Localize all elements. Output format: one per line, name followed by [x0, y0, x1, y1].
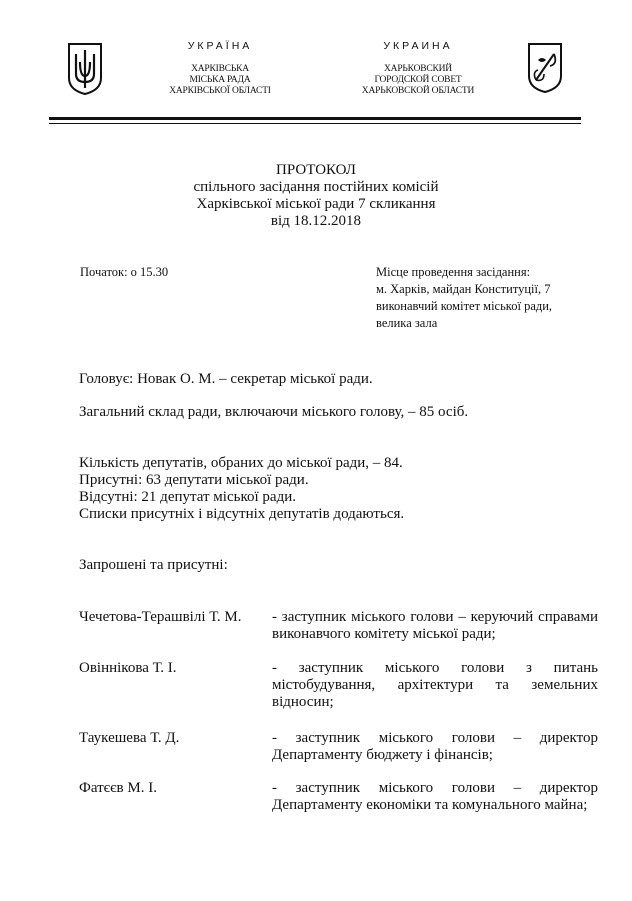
venue-line4: велика зала: [376, 316, 438, 330]
header-rule-thin: [49, 123, 581, 124]
present-count-line: Присутні: 63 депутати міської ради.: [79, 472, 309, 488]
council-name-ua-line2: МІСЬКА РАДА: [189, 75, 251, 85]
attendee-role-line3: відносин;: [272, 694, 334, 710]
council-total-line: Загальний склад ради, включаючи міського голову, – 85 осіб.: [79, 404, 469, 420]
document-subtitle-line2: спільного засідання постійних комісій: [193, 179, 439, 195]
venue-line1: Місце проведення засідання:: [376, 265, 531, 279]
attendee-name: Фатєєв М. І.: [79, 780, 157, 796]
attendee-role-line2: містобудування, архітектури та земельних: [272, 677, 598, 693]
country-name-ru: УКРАИНА: [383, 40, 453, 52]
council-name-ru-line3: ХАРЬКОВСКОЙ ОБЛАСТИ: [361, 86, 475, 96]
attendee-role: [272, 660, 598, 711]
attendee-role-line2: Департаменту бюджету і фінансів;: [272, 747, 493, 763]
document-date: від 18.12.2018: [270, 213, 362, 229]
council-name-ua-line3: ХАРКІВСЬКОЇ ОБЛАСТІ: [169, 86, 271, 96]
attendee-role: [272, 609, 598, 643]
chair-line: Головує: Новак О. М. – секретар міської ради.: [79, 371, 373, 387]
attendee-role-line2: виконавчого комітету міської ради;: [272, 626, 496, 642]
council-name-ua: [150, 64, 290, 97]
country-name-ua: УКРАЇНА: [187, 40, 253, 52]
council-name-ru: [348, 64, 488, 97]
council-name-ru-line1: ХАРЬКОВСКИЙ: [384, 64, 452, 74]
venue: [376, 264, 596, 332]
invited-heading: Запрошені та присутні:: [79, 557, 228, 573]
trident-coat-of-arms-icon: [66, 42, 104, 96]
document-title-line1: ПРОТОКОЛ: [276, 162, 356, 178]
attendee-role-line1: - заступник міського голови з питань: [272, 660, 598, 676]
attendee-role-line2: Департаменту економіки та комунального майна;: [272, 797, 588, 813]
venue-line3: виконавчий комітет міської ради,: [376, 299, 553, 313]
lists-attached-line: Списки присутніх і відсутніх депутатів додаються.: [79, 506, 405, 522]
council-name-ua-line1: ХАРКІВСЬКА: [191, 64, 249, 74]
attendee-name: Овіннікова Т. І.: [79, 660, 177, 676]
absent-count-line: Відсутні: 21 депутат міської ради.: [79, 489, 296, 505]
document-subtitle-line3: Харківської міської ради 7 скликання: [196, 196, 436, 212]
start-time: Початок: о 15.30: [80, 265, 169, 279]
venue-line2: м. Харків, майдан Конституції, 7: [376, 282, 551, 296]
council-name-ru-line2: ГОРОДСКОЙ СОВЕТ: [374, 75, 462, 85]
header-rule-thick: [49, 117, 581, 120]
attendee-name: Чечетова-Терашвілі Т. М.: [79, 609, 242, 625]
elected-count-line: Кількість депутатів, обраних до міської ради, – 84.: [79, 455, 403, 471]
attendee-name: Таукешева Т. Д.: [79, 730, 180, 746]
attendee-role-line1: - заступник міського голови – керуючий справами: [272, 609, 598, 625]
kharkiv-city-coat-of-arms-icon: [526, 42, 564, 94]
attendance-block: [79, 455, 404, 523]
attendee-role-line1: - заступник міського голови – директор: [272, 780, 598, 796]
attendee-role: [272, 730, 598, 764]
document-title: [0, 162, 632, 230]
attendee-role: [272, 780, 598, 814]
attendee-role-line1: - заступник міського голови – директор: [272, 730, 598, 746]
